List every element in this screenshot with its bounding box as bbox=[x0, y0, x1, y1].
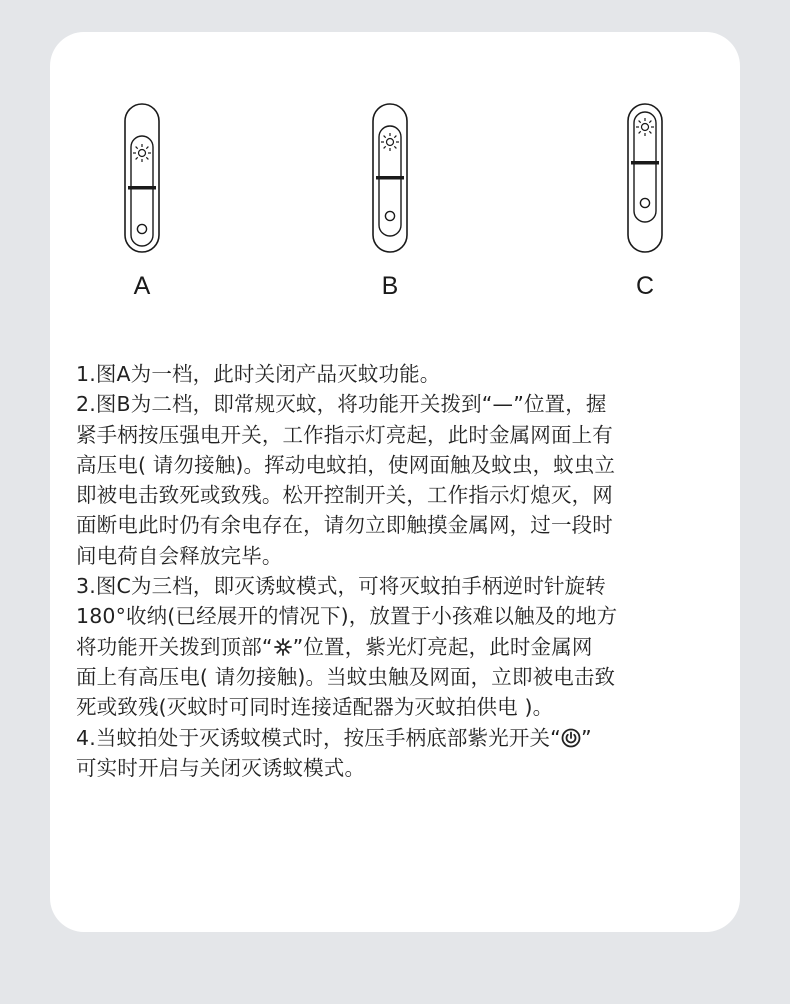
instruction-3-line-4: 面上有高压电( 请勿接触)。当蚊虫触及网面，立即被电击致 bbox=[76, 664, 616, 689]
switch-a bbox=[125, 104, 159, 252]
instruction-3-line-3-post: ”位置，紫光灯亮起，此时金属网 bbox=[292, 634, 593, 659]
instruction-4-line-1 bbox=[76, 723, 726, 753]
switch-b-label: B bbox=[381, 272, 399, 300]
sun-icon bbox=[133, 144, 151, 162]
dash-icon bbox=[631, 161, 659, 165]
sun-icon bbox=[636, 118, 654, 136]
power-icon bbox=[561, 728, 581, 748]
circle-button-icon bbox=[137, 224, 146, 233]
switch-diagram bbox=[50, 32, 740, 332]
dash-icon bbox=[128, 186, 156, 190]
switch-b bbox=[373, 104, 407, 252]
instruction-3-line-5: 死或致残(灭蚊时可同时连接适配器为灭蚊拍供电 )。 bbox=[76, 695, 554, 720]
instruction-4-line-1-pre: 4.当蚊拍处于灭诱蚊模式时，按压手柄底部紫光开关“ bbox=[76, 725, 561, 750]
instruction-2-line-1: 2.图B为二档，即常规灭蚊，将功能开关拨到“—”位置，握 bbox=[76, 392, 607, 417]
circle-button-icon bbox=[385, 211, 394, 220]
instruction-3-line-2: 180°收纳(已经展开的情况下)，放置于小孩难以触及的地方 bbox=[76, 604, 618, 629]
instruction-2-line-4: 即被电击致死或致残。松开控制开关，工作指示灯熄灭，网 bbox=[76, 483, 613, 508]
switch-a-body bbox=[125, 104, 159, 252]
switch-c bbox=[628, 104, 662, 252]
instruction-2-line-6: 间电荷自会释放完毕。 bbox=[76, 543, 283, 568]
sun-icon bbox=[273, 637, 293, 657]
instruction-3-line-1: 3.图C为三档，即灭诱蚊模式，可将灭蚊拍手柄逆时针旋转 bbox=[76, 574, 606, 599]
instruction-1-line-1: 1.图A为一档，此时关闭产品灭蚊功能。 bbox=[76, 362, 441, 386]
instruction-2-line-2: 紧手柄按压强电开关，工作指示灯亮起，此时金属网面上有 bbox=[76, 422, 613, 447]
instruction-4-line-2: 可实时开启与关闭灭诱蚊模式。 bbox=[76, 755, 366, 780]
instruction-card bbox=[50, 32, 740, 932]
sun-icon bbox=[381, 133, 399, 151]
instruction-4-line-1-post: ” bbox=[580, 725, 592, 750]
switch-c-slider bbox=[634, 112, 656, 222]
switch-c-body bbox=[628, 104, 662, 252]
instruction-3-line-3 bbox=[76, 632, 726, 662]
instruction-2-line-3: 高压电( 请勿接触)。挥动电蚊拍，使网面触及蚊虫，蚊虫立 bbox=[76, 452, 616, 477]
instructions-text bbox=[76, 359, 726, 783]
switch-c-label: C bbox=[635, 272, 655, 300]
switch-a-label: A bbox=[133, 272, 151, 300]
circle-button-icon bbox=[640, 198, 649, 207]
dash-icon bbox=[376, 176, 404, 180]
instruction-3-line-3-pre: 将功能开关拨到顶部“ bbox=[76, 634, 273, 659]
instruction-2-line-5: 面断电此时仍有余电存在，请勿立即触摸金属网，过一段时 bbox=[76, 513, 613, 538]
